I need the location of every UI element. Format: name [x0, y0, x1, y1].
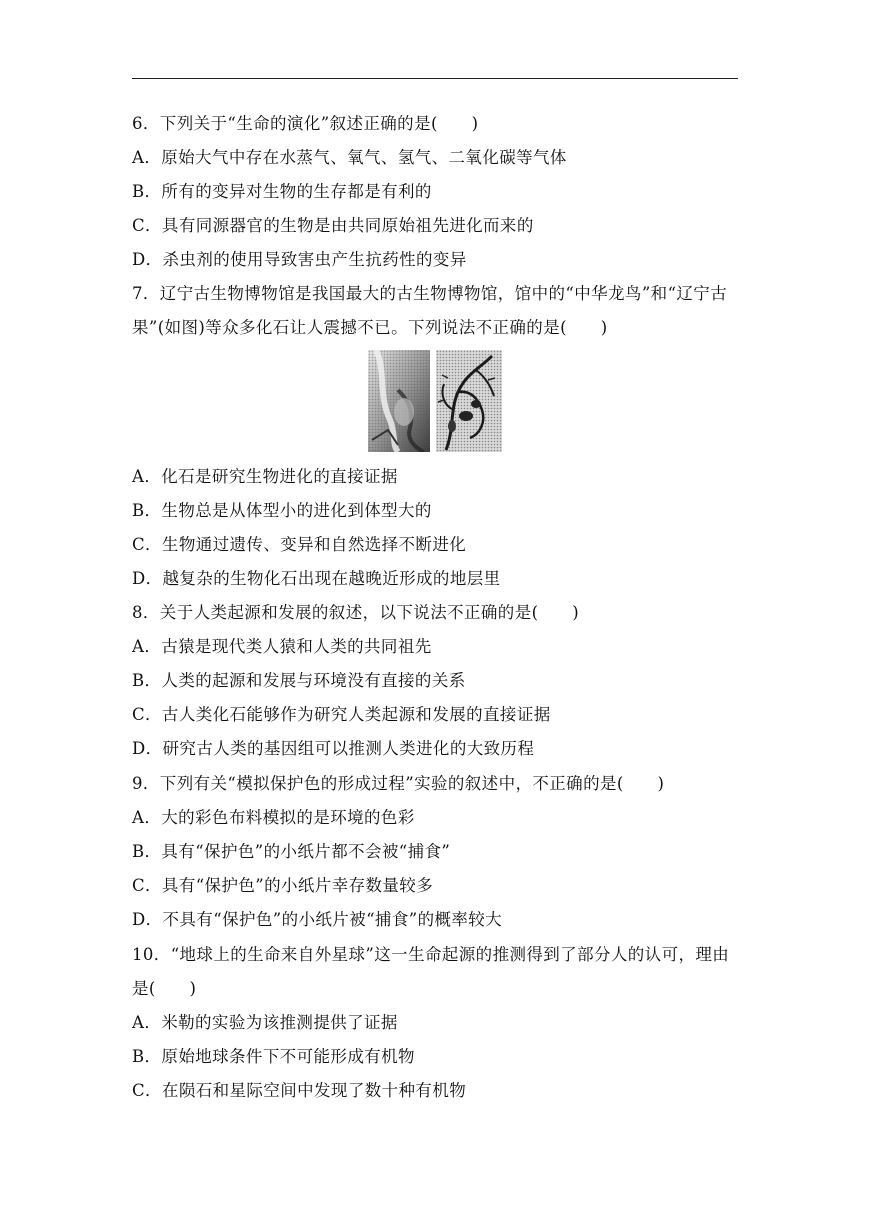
- question-6-option-a: A．原始大气中存在水蒸气、氧气、氢气、二氧化碳等气体: [132, 148, 567, 167]
- question-10-option-c: C．在陨石和星际空间中发现了数十种有机物: [132, 1081, 467, 1100]
- header-rule: [132, 78, 738, 79]
- question-7-stem-line-1: 7．辽宁古生物博物馆是我国最大的古生物博物馆，馆中的“中华龙鸟”和“辽宁古: [132, 284, 728, 303]
- question-7-stem-line-2: 果”(如图)等众多化石让人震撼不已。下列说法不正确的是( ): [132, 318, 608, 337]
- question-8-option-a: A．古猿是现代类人猿和人类的共同祖先: [132, 637, 432, 656]
- question-6-option-c: C．具有同源器官的生物是由共同原始祖先进化而来的: [132, 216, 534, 235]
- question-8-option-b: B．人类的起源和发展与环境没有直接的关系: [132, 671, 466, 690]
- question-10-option-b: B．原始地球条件下不可能形成有机物: [132, 1047, 415, 1066]
- question-8-option-d: D．研究古人类的基因组可以推测人类进化的大致历程: [132, 739, 535, 758]
- question-9-stem: 9．下列有关“模拟保护色的形成过程”实验的叙述中，不正确的是( ): [132, 774, 665, 793]
- liaoning-ancient-fruit-fossil-image: [436, 350, 502, 452]
- question-6-stem: 6．下列关于“生命的演化”叙述正确的是( ): [132, 114, 479, 133]
- question-9-option-a: A．大的彩色布料模拟的是环境的色彩: [132, 808, 415, 827]
- question-7-option-c: C．生物通过遗传、变异和自然选择不断进化: [132, 535, 467, 554]
- question-6-option-b: B．所有的变异对生物的生存都是有利的: [132, 182, 432, 201]
- question-7-option-d: D．越复杂的生物化石出现在越晚近形成的地层里: [132, 569, 501, 588]
- question-10-stem-line-1: 10．“地球上的生命来自外星球”这一生命起源的推测得到了部分人的认可，理由: [132, 945, 730, 964]
- question-7-option-a: A．化石是研究生物进化的直接证据: [132, 467, 398, 486]
- question-8-option-c: C．古人类化石能够作为研究人类起源和发展的直接证据: [132, 705, 551, 724]
- dinosaur-bird-fossil-image: [368, 350, 430, 452]
- question-8-stem: 8．关于人类起源和发展的叙述，以下说法不正确的是( ): [132, 603, 580, 622]
- question-9-option-d: D．不具有“保护色”的小纸片被“捕食”的概率较大: [132, 910, 503, 929]
- question-9-option-b: B．具有“保护色”的小纸片都不会被“捕食”: [132, 842, 451, 861]
- fossil-figure: [368, 350, 502, 452]
- question-10-option-a: A．米勒的实验为该推测提供了证据: [132, 1013, 398, 1032]
- question-10-stem-line-2: 是( ): [132, 979, 197, 998]
- question-6-option-d: D．杀虫剂的使用导致害虫产生抗药性的变异: [132, 250, 467, 269]
- question-7-option-b: B．生物总是从体型小的进化到体型大的: [132, 501, 432, 520]
- question-9-option-c: C．具有“保护色”的小纸片幸存数量较多: [132, 876, 434, 895]
